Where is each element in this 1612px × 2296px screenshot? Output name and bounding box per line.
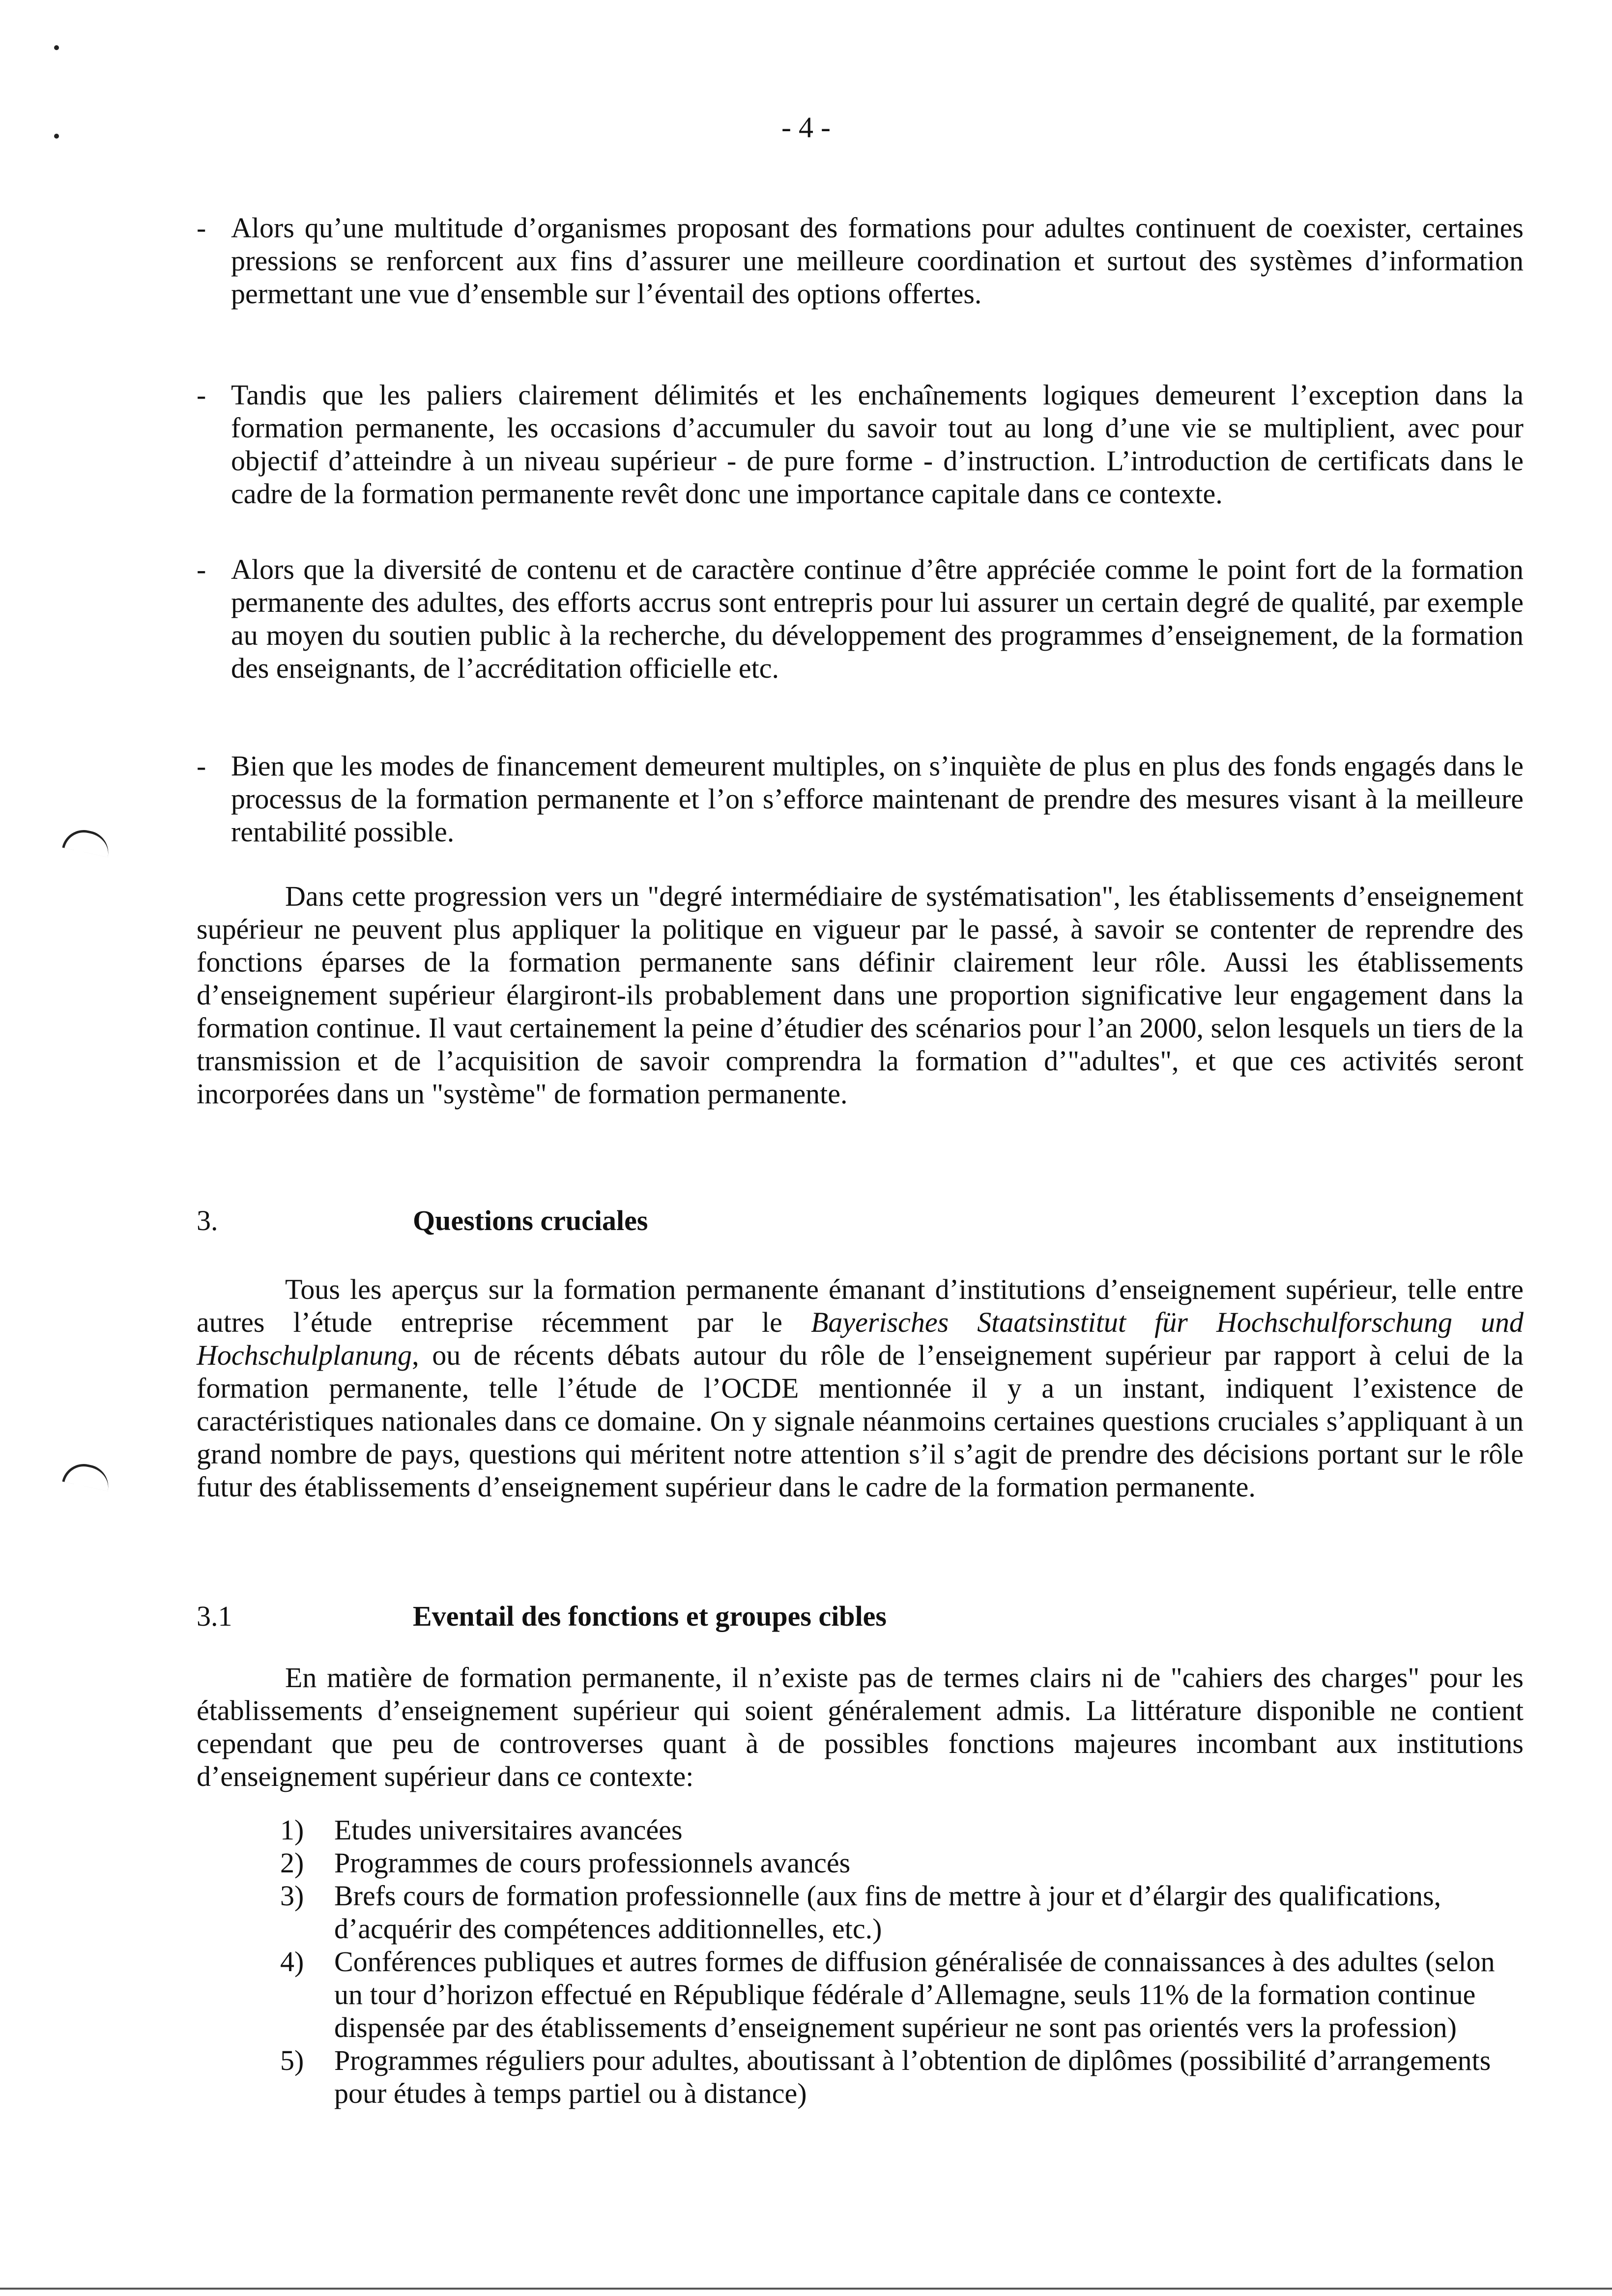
bullet-item <box>197 378 1524 510</box>
text-run: , ou de récents débats autour du rôle de l’enseignement supérieur par rapport à celui de la formation permanente, telle l’étude de l’OCDE mentionnée il y a un instant, indiquent l’existence de caractéristiques nationales dans ce domaine. On y signale néanmoins certaines questions cruciales s’appliquant à un grand nombre de pays, questions qui méritent notre attention s’il s’agit de prendre des décisions portant sur le rôle futur des établissements d’enseignement supérieur dans le cadre de la formation permanente. <box>197 1339 1524 1503</box>
list-item <box>280 1945 1524 2044</box>
list-text: Brefs cours de formation professionnelle (aux fins de mettre à jour et d’élargir des qualifications, d’acquérir des compétences additionnelles, etc.) <box>334 1880 1441 1945</box>
bullet-text: Tandis que les paliers clairement délimités et les enchaînements logiques demeurent l’exception dans la formation permanente, les occasions d’accumuler du savoir tout au long d’une vie se multiplient, avec pour objectif d’atteindre à un niveau supérieur - de pure forme - d’instruction. L’introduction de certificats dans le cadre de la formation permanente revêt donc une importance capitale dans ce contexte. <box>231 379 1524 510</box>
functions-list <box>280 1813 1524 2110</box>
list-number: 3) <box>280 1880 304 1912</box>
bullet-text: Bien que les modes de financement demeurent multiples, on s’inquiète de plus en plus des fonds engagés dans le processus de la formation permanente et l’on s’efforce maintenant de prendre des mesures visant à la meilleure rentabilité possible. <box>231 750 1524 848</box>
bullet-dash: - <box>197 379 206 411</box>
bullet-dash: - <box>197 750 206 782</box>
paragraph-systematisation: Dans cette progression vers un "degré intermédiaire de systématisation", les établissements d’enseignement supérieur ne peuvent plus appliquer la politique en vigueur par le passé, à savoir se contenter de reprendre des fonctions éparses de la formation permanente sans définir clairement leur rôle. Aussi les établissements d’enseignement supérieur élargiront-ils probablement dans une proportion significative leur engagement dans la formation continue. Il vaut certainement la peine d’étudier des scénarios pour l’an 2000, selon lesquels un tiers de la transmission et de l’acquisition de savoir comprendra la formation d’"adultes", et que ces activités seront incorporées dans un "système" de formation permanente. <box>197 880 1524 1110</box>
bullet-dash: - <box>197 212 206 244</box>
list-text: Programmes réguliers pour adultes, aboutissant à l’obtention de diplômes (possibilité d’arrangements pour études à temps partiel ou à distance) <box>334 2044 1491 2109</box>
list-item <box>280 1813 1524 1846</box>
institute-name: Bayerisches Staatsinstitut für Hochschulforschung und Hochschulplanung <box>197 1306 1524 1371</box>
list-number: 1) <box>280 1814 304 1846</box>
bullet-item <box>197 749 1524 848</box>
paragraph-questions <box>197 1273 1524 1503</box>
list-number: 2) <box>280 1847 304 1879</box>
text-run: Tous les aperçus sur la formation permanente émanant d’institutions d’enseignement supérieur, telle entre autres l’étude entreprise récemment par le <box>197 1273 1524 1338</box>
bullet-item <box>197 211 1524 310</box>
paragraph-fonctions: En matière de formation permanente, il n’existe pas de termes clairs ni de "cahiers des charges" pour les établissements d’enseignement supérieur qui soient généralement admis. La littérature disponible ne contient cependant que peu de controverses quant à de possibles fonctions majeures incombant aux institutions d’enseignement supérieur dans ce contexte: <box>197 1662 1524 1792</box>
list-text: Etudes universitaires avancées <box>334 1814 683 1846</box>
bullet-text: Alors qu’une multitude d’organismes proposant des formations pour adultes continuent de coexister, certaines pressions se renforcent aux fins d’assurer une meilleure coordination et surtout des systèmes d’information permettant une vue d’ensemble sur l’éventail des options offertes. <box>231 212 1524 310</box>
scan-speck <box>54 45 59 50</box>
scan-edge-rule <box>0 2288 1612 2290</box>
section-title: Eventail des fonctions et groupes cibles <box>413 1600 887 1632</box>
bullet-item <box>197 553 1524 685</box>
list-item <box>280 1846 1524 1879</box>
bullet-dash: - <box>197 553 206 585</box>
list-text: Programmes de cours professionnels avancés <box>334 1847 851 1879</box>
section-number: 3.1 <box>197 1600 232 1632</box>
list-number: 4) <box>280 1946 304 1978</box>
list-text: Conférences publiques et autres formes de diffusion généralisée de connaissances à des adultes (selon un tour d’horizon effectué en République fédérale d’Allemagne, seuls 11% de la formation continue dispensée par des établissements d’enseignement supérieur ne sont pas orientés vers la profession) <box>334 1946 1495 2043</box>
list-item <box>280 1879 1524 1945</box>
list-item <box>280 2044 1524 2110</box>
section-number: 3. <box>197 1205 218 1236</box>
margin-mark <box>62 826 112 858</box>
list-number: 5) <box>280 2044 304 2076</box>
section-title: Questions cruciales <box>413 1205 648 1236</box>
bullet-text: Alors que la diversité de contenu et de caractère continue d’être appréciée comme le point fort de la formation permanente des adultes, des efforts accrus sont entrepris pour lui assurer un certain degré de qualité, par exemple au moyen du soutien public à la recherche, du développement des programmes d’enseignement, de la formation des enseignants, de l’accréditation officielle etc. <box>231 553 1524 684</box>
page-number: - 4 - <box>781 111 831 144</box>
margin-mark <box>62 1460 112 1492</box>
